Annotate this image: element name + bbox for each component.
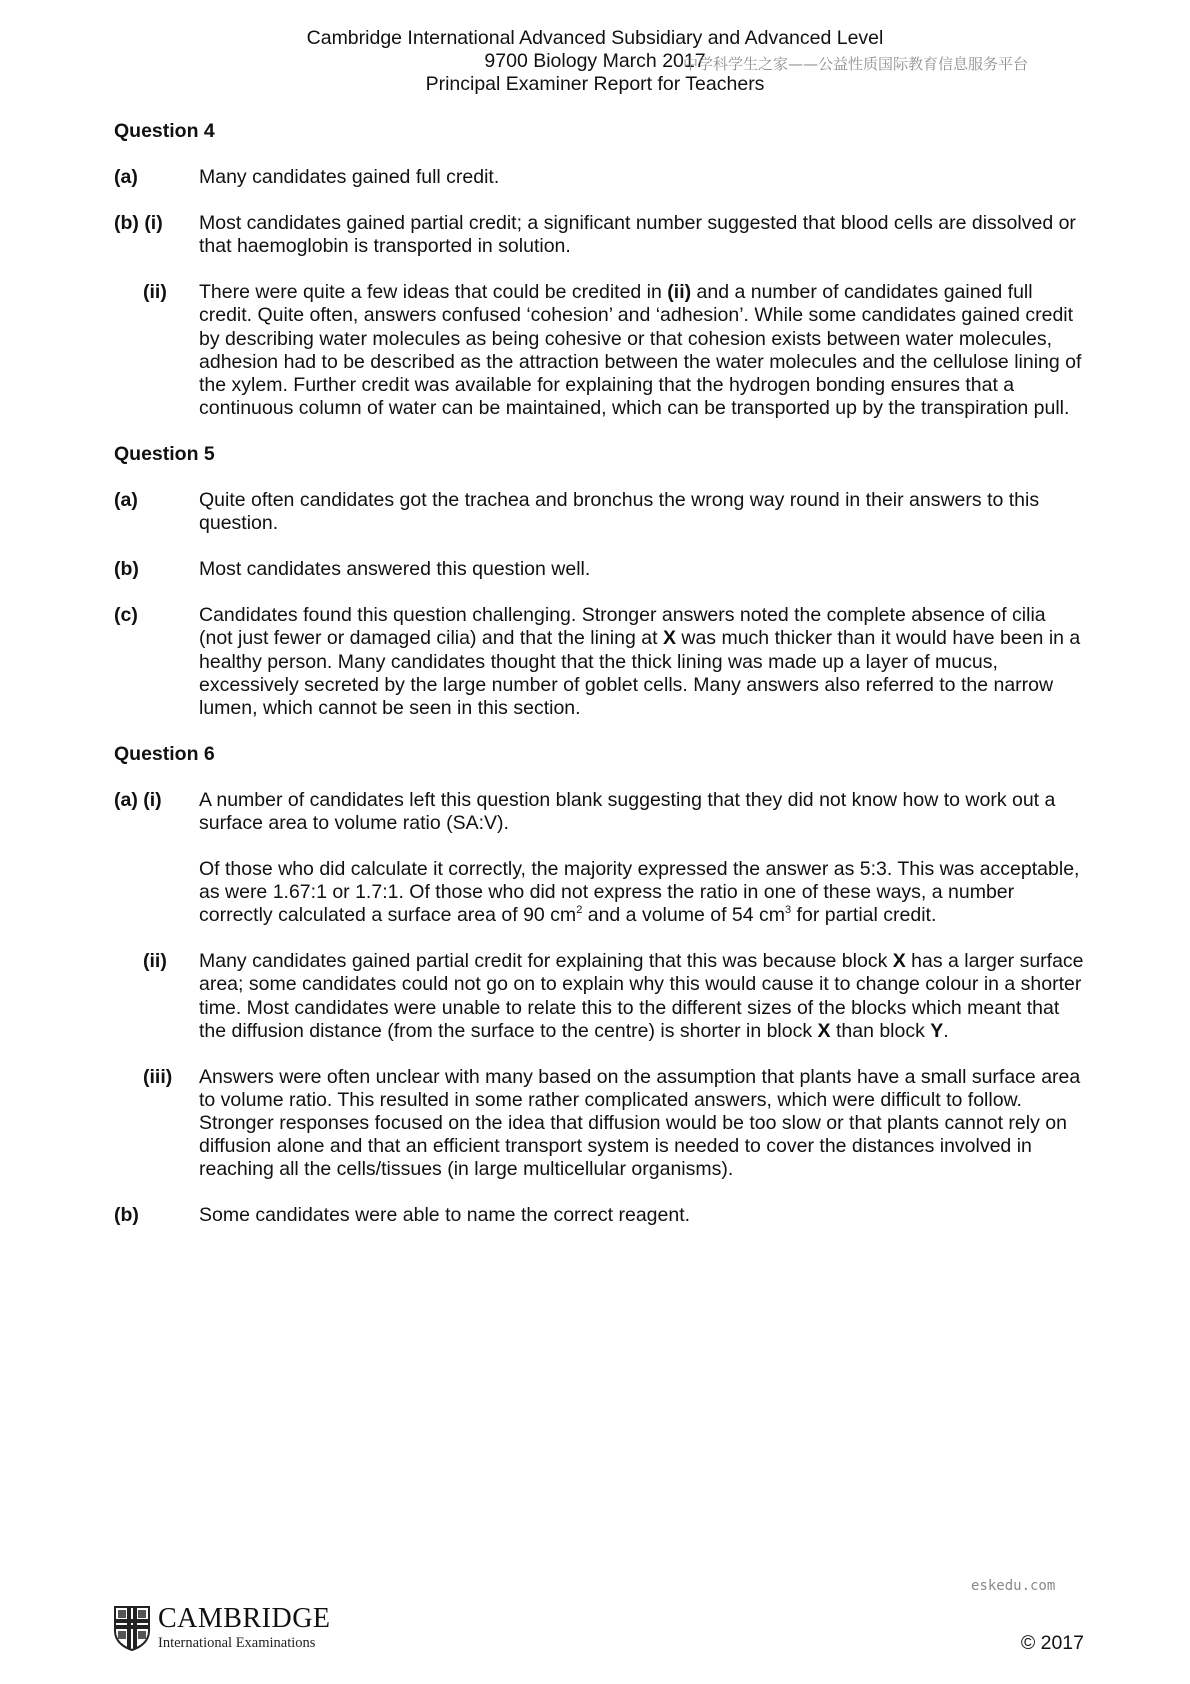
logo-main-text: CAMBRIDGE xyxy=(158,1603,331,1635)
item-label: (b) xyxy=(114,1204,139,1227)
q5-b xyxy=(114,558,1084,581)
cambridge-logo xyxy=(113,1605,331,1651)
q6-a-iii xyxy=(114,1066,1084,1181)
question-6-heading: Question 6 xyxy=(114,742,215,765)
item-text: Answers were often unclear with many based on the assumption that plants have a small surface area to volume ratio. This resulted in some rather complicated answers, which were difficult to follow. Stronger responses focused on the idea that diffusion would be too slow or that plants cannot rely on diffusion alone and that an efficient transport system is needed to cover the distances involved in reaching all the cells/tissues (in large multicellular organisms). xyxy=(199,1065,1081,1181)
crest-icon xyxy=(113,1605,151,1651)
q5-a xyxy=(114,489,1084,535)
header-line-3: Principal Examiner Report for Teachers xyxy=(425,73,765,95)
item-text: Many candidates gained partial credit for explaining that this was because block X has a larger surface area; some candidates could not go on to explain why this would cause it to change colour in a shorter time. Most candidates were unable to relate this to the different sizes of the blocks which meant that the diffusion distance (from the surface to the centre) is shorter in block X than block Y. xyxy=(199,950,1084,1042)
item-text: Quite often candidates got the trachea and bronchus the wrong way round in their answers to this question. xyxy=(199,489,1040,535)
report-body xyxy=(114,120,1084,1250)
item-label: (a) (i) xyxy=(114,788,162,811)
q5-c xyxy=(114,604,1084,719)
item-label: (ii) xyxy=(143,281,167,304)
question-5-heading: Question 5 xyxy=(114,442,215,465)
header-line-2: 9700 Biology March 2017 xyxy=(484,50,706,72)
q4-b-i xyxy=(114,212,1084,258)
item-text: Of those who did calculate it correctly, the majority expressed the answer as 5:3. This was acceptable, as were 1.67:1 or 1.7:1. Of those who did not express the ratio in one of these ways, a number correctly calculated a surface area of 90 $cm^2$ and a volume of 54 $cm^3$ for partial credit. xyxy=(199,858,1080,927)
logo-sub-text: International Examinations xyxy=(158,1635,316,1652)
q6-a-ii xyxy=(114,950,1084,1042)
item-label: (a) xyxy=(114,166,138,189)
item-text: Some candidates were able to name the correct reagent. xyxy=(199,1204,691,1227)
item-label: (b) xyxy=(114,558,139,581)
copyright: © 2017 xyxy=(1020,1632,1084,1654)
item-label: (c) xyxy=(114,604,138,627)
site-watermark: eskedu.com xyxy=(971,1578,1056,1594)
item-text: A number of candidates left this question blank suggesting that they did not know how to work out a surface area to volume ratio (SA:V). xyxy=(199,788,1056,834)
item-text: There were quite a few ideas that could be credited in (ii) and a number of candidates gained full credit. Quite often, answers confused ‘cohesion’ and ‘adhesion’. While some candidates gained credit by describing water molecules as being cohesive or that cohesion exists between water molecules, adhesion had to be described as the attraction between the water molecules and the cellulose lining of the xylem. Further credit was available for explaining that the hydrogen bonding ensures that a continuous column of water can be maintained, which can be transported up by the transpiration pull. xyxy=(199,281,1082,419)
q4-a xyxy=(114,166,1084,189)
item-label: (ii) xyxy=(143,950,167,973)
question-4-heading: Question 4 xyxy=(114,120,215,142)
item-text: Candidates found this question challenging. Stronger answers noted the complete absence of cilia (not just fewer or damaged cilia) and that the lining at X was much thicker than it would have been in a healthy person. Many candidates thought that the thick lining was made up a layer of mucus, excessively secreted by the large number of goblet cells. Many answers also referred to the narrow lumen, which cannot be seen in this section. xyxy=(199,604,1081,719)
item-text: Most candidates answered this question well. xyxy=(199,558,591,581)
q4-b-ii xyxy=(114,281,1084,420)
item-text: Many candidates gained full credit. xyxy=(199,166,500,189)
item-label: (iii) xyxy=(143,1065,173,1088)
item-label: (a) xyxy=(114,489,138,512)
q6-b xyxy=(114,1204,1084,1227)
q6-a-i xyxy=(114,789,1084,927)
item-label: (b) (i) xyxy=(114,212,163,235)
watermark-text: 中学科学生之家——公益性质国际教育信息服务平台 xyxy=(683,55,1029,73)
item-text: Most candidates gained partial credit; a significant number suggested that blood cells are dissolved or that haemoglobin is transported in solution. xyxy=(199,212,1076,258)
header-line-1: Cambridge International Advanced Subsidiary and Advanced Level xyxy=(306,27,884,49)
